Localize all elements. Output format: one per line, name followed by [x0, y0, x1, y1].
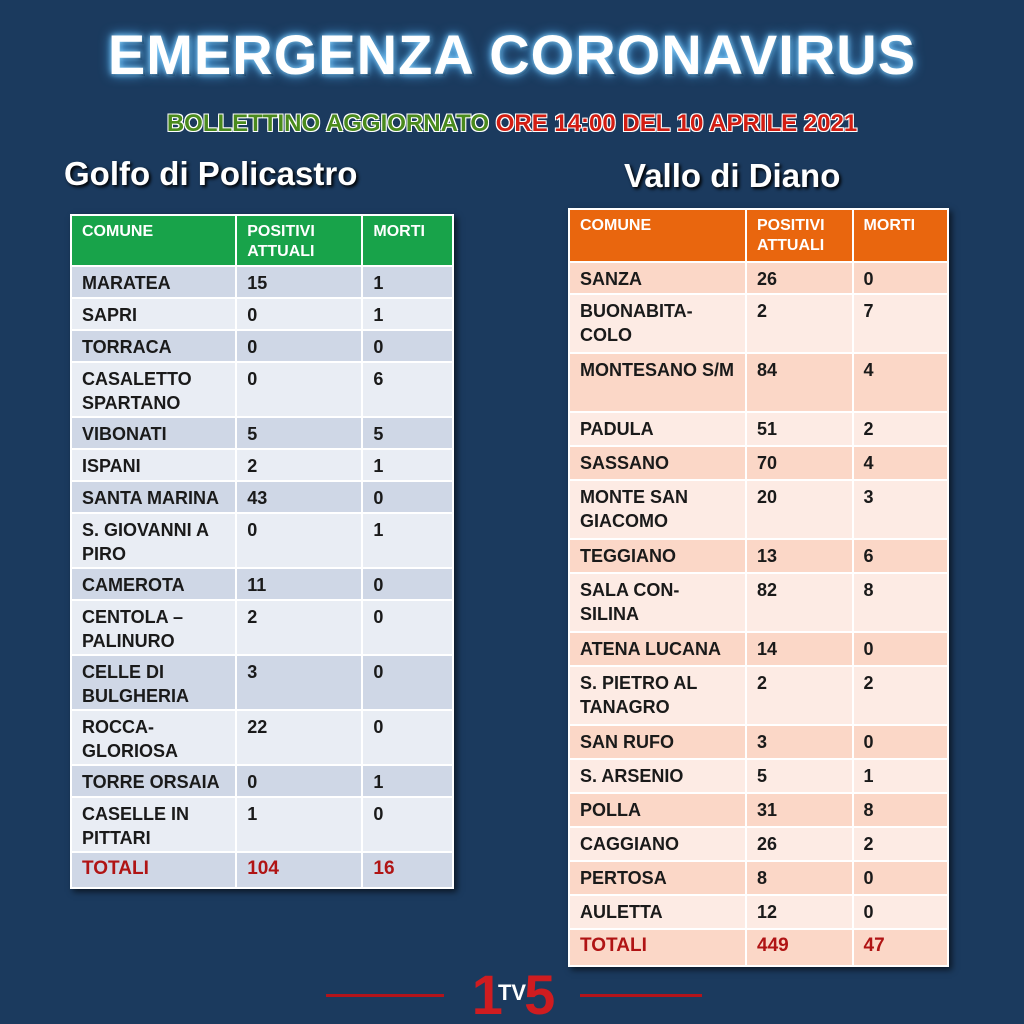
cell-comune: TORRE ORSAIA	[71, 765, 236, 797]
cell-positivi: 15	[236, 266, 362, 298]
cell-morti: 0	[362, 330, 453, 362]
logo-digit-one: 1	[471, 963, 500, 1024]
cell-morti: 3	[853, 480, 948, 539]
cell-morti: 0	[853, 262, 948, 294]
table-row	[71, 449, 453, 481]
cell-comune: S. ARSENIO	[569, 759, 746, 793]
table-row	[569, 262, 948, 294]
cell-positivi: 3	[746, 725, 853, 759]
table-row	[71, 710, 453, 765]
cell-morti: 0	[853, 861, 948, 895]
cell-morti: 2	[853, 827, 948, 861]
cell-morti: 0	[362, 600, 453, 655]
cell-positivi: 51	[746, 412, 853, 446]
cell-comune: MONTE SAN GIACOMO	[569, 480, 746, 539]
cell-comune: S. GIOVANNI A PIRO	[71, 513, 236, 568]
cell-positivi: 3	[236, 655, 362, 710]
cell-morti: 1	[362, 449, 453, 481]
table-row	[569, 480, 948, 539]
cell-comune: S. PIETRO AL TANAGRO	[569, 666, 746, 725]
cell-comune: TEGGIANO	[569, 539, 746, 573]
cell-positivi: 1	[236, 797, 362, 852]
logo-tv: TV	[497, 980, 527, 1006]
table-row	[569, 539, 948, 573]
cell-comune: BUONABITA-COLO	[569, 294, 746, 353]
cell-morti: 7	[853, 294, 948, 353]
cell-morti: 1	[362, 513, 453, 568]
table-row	[569, 827, 948, 861]
bulletin-label: BOLLETTINO AGGIORNATO	[166, 110, 496, 137]
cell-comune: CAMEROTA	[71, 568, 236, 600]
table-row	[71, 765, 453, 797]
logo-text	[448, 962, 576, 1024]
cell-positivi: 2	[746, 294, 853, 353]
cell-comune: PERTOSA	[569, 861, 746, 895]
table-row	[71, 266, 453, 298]
cell-comune: CASALETTO SPARTANO	[71, 362, 236, 417]
cell-morti: 1	[362, 266, 453, 298]
bulletin-subtitle	[0, 110, 1024, 138]
cell-positivi: 84	[746, 353, 853, 412]
cell-comune: CAGGIANO	[569, 827, 746, 861]
table-row	[71, 330, 453, 362]
cell-positivi: 12	[746, 895, 853, 929]
table-header-row	[569, 209, 948, 262]
column-header-comune: COMUNE	[71, 215, 236, 266]
policastro-table	[70, 214, 454, 889]
cell-positivi: 82	[746, 573, 853, 632]
cell-comune: SANZA	[569, 262, 746, 294]
cell-positivi: 5	[746, 759, 853, 793]
cell-morti: 8	[853, 793, 948, 827]
cell-positivi: 2	[236, 600, 362, 655]
table-row	[71, 298, 453, 330]
cell-comune: ISPANI	[71, 449, 236, 481]
table-row	[71, 417, 453, 449]
cell-positivi: 0	[236, 330, 362, 362]
table-row	[71, 600, 453, 655]
cell-morti: 4	[853, 446, 948, 480]
column-header-morti: MORTI	[362, 215, 453, 266]
cell-morti: 5	[362, 417, 453, 449]
table-header-row	[71, 215, 453, 266]
table-row	[569, 294, 948, 353]
cell-comune: POLLA	[569, 793, 746, 827]
table-row	[569, 725, 948, 759]
cell-comune: MONTESANO S/M	[569, 353, 746, 412]
cell-positivi: 14	[746, 632, 853, 666]
cell-morti: 0	[362, 481, 453, 513]
cell-positivi: 13	[746, 539, 853, 573]
column-header-morti: MORTI	[853, 209, 948, 262]
cell-comune: CENTOLA – PALINURO	[71, 600, 236, 655]
table-row	[569, 446, 948, 480]
table-row	[71, 513, 453, 568]
cell-positivi: 26	[746, 262, 853, 294]
table-row	[71, 568, 453, 600]
cell-morti: 0	[853, 725, 948, 759]
table-row	[569, 793, 948, 827]
cell-morti: 4	[853, 353, 948, 412]
cell-positivi: 70	[746, 446, 853, 480]
total-positivi: 104	[236, 852, 362, 888]
logo-line-left	[326, 994, 444, 997]
cell-comune: CASELLE IN PITTARI	[71, 797, 236, 852]
cell-comune: AULETTA	[569, 895, 746, 929]
total-label: TOTALI	[569, 929, 746, 966]
table-row	[71, 481, 453, 513]
region-title-policastro: Golfo di Policastro	[64, 155, 358, 192]
cell-comune: ATENA LUCANA	[569, 632, 746, 666]
total-positivi: 449	[746, 929, 853, 966]
cell-comune: SAN RUFO	[569, 725, 746, 759]
cell-morti: 0	[853, 895, 948, 929]
cell-positivi: 0	[236, 362, 362, 417]
cell-comune: SALA CON-SILINA	[569, 573, 746, 632]
cell-morti: 2	[853, 412, 948, 446]
table-row	[71, 797, 453, 852]
table-row	[569, 353, 948, 412]
cell-comune: SAPRI	[71, 298, 236, 330]
column-header-comune: COMUNE	[569, 209, 746, 262]
cell-positivi: 0	[236, 765, 362, 797]
column-header-positivi: POSITIVI ATTUALI	[746, 209, 853, 262]
cell-morti: 0	[362, 797, 453, 852]
table-row	[569, 861, 948, 895]
cell-comune: VIBONATI	[71, 417, 236, 449]
cell-positivi: 8	[746, 861, 853, 895]
total-morti: 47	[853, 929, 948, 966]
cell-morti: 2	[853, 666, 948, 725]
cell-positivi: 22	[236, 710, 362, 765]
column-header-positivi: POSITIVI ATTUALI	[236, 215, 362, 266]
table-row	[569, 412, 948, 446]
cell-comune: SASSANO	[569, 446, 746, 480]
logo-line-right	[580, 994, 702, 997]
tv-logo	[326, 962, 702, 1024]
cell-morti: 0	[853, 632, 948, 666]
cell-positivi: 20	[746, 480, 853, 539]
cell-comune: SANTA MARINA	[71, 481, 236, 513]
table-row	[569, 666, 948, 725]
cell-comune: PADULA	[569, 412, 746, 446]
cell-comune: MARATEA	[71, 266, 236, 298]
cell-positivi: 31	[746, 793, 853, 827]
table-row	[569, 759, 948, 793]
cell-positivi: 2	[746, 666, 853, 725]
cell-positivi: 0	[236, 513, 362, 568]
region-title-vallo-di-diano: Vallo di Diano	[624, 157, 841, 194]
cell-morti: 8	[853, 573, 948, 632]
cell-positivi: 26	[746, 827, 853, 861]
cell-comune: TORRACA	[71, 330, 236, 362]
table-row	[569, 573, 948, 632]
logo-digit-five: 5	[524, 963, 553, 1024]
cell-positivi: 2	[236, 449, 362, 481]
vallo-di-diano-table	[568, 208, 949, 967]
cell-morti: 6	[362, 362, 453, 417]
cell-positivi: 43	[236, 481, 362, 513]
totals-row	[71, 852, 453, 888]
table-row	[569, 895, 948, 929]
cell-morti: 0	[362, 655, 453, 710]
bulletin-datetime: ORE 14:00 DEL 10 APRILE 2021	[495, 110, 858, 137]
cell-morti: 1	[362, 765, 453, 797]
cell-morti: 0	[362, 710, 453, 765]
table-row	[71, 655, 453, 710]
cell-comune: CELLE DI BULGHERIA	[71, 655, 236, 710]
cell-morti: 0	[362, 568, 453, 600]
cell-positivi: 0	[236, 298, 362, 330]
total-morti: 16	[362, 852, 453, 888]
cell-morti: 1	[362, 298, 453, 330]
table-row	[71, 362, 453, 417]
cell-comune: ROCCA-GLORIOSA	[71, 710, 236, 765]
page-title: EMERGENZA CORONAVIRUS	[107, 23, 917, 86]
cell-positivi: 11	[236, 568, 362, 600]
totals-row	[569, 929, 948, 966]
total-label: TOTALI	[71, 852, 236, 888]
table-row	[569, 632, 948, 666]
cell-morti: 1	[853, 759, 948, 793]
cell-morti: 6	[853, 539, 948, 573]
cell-positivi: 5	[236, 417, 362, 449]
